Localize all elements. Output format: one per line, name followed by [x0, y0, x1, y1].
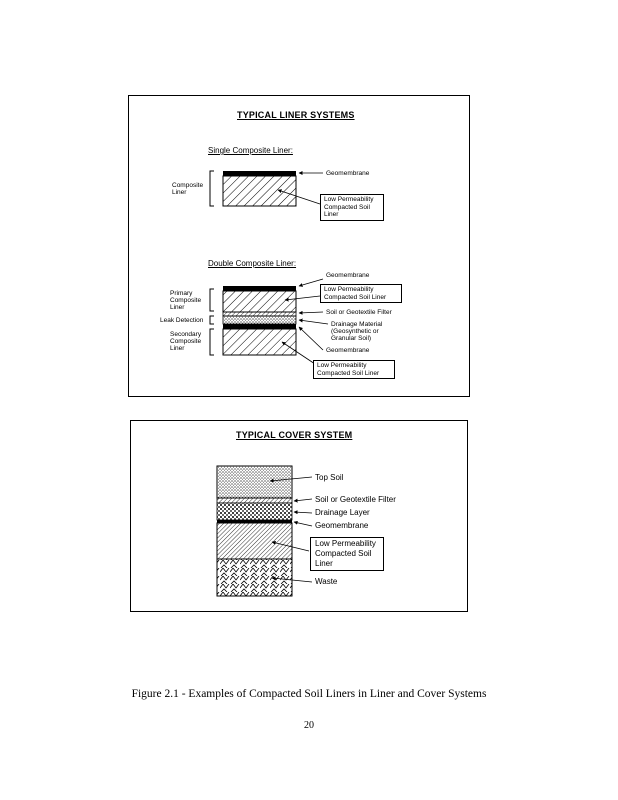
single-geomembrane-layer [223, 171, 296, 176]
primary-liner-label: Primary Composite Liner [170, 290, 202, 311]
waste-layer [217, 559, 292, 596]
double-geomembrane-top-label: Geomembrane [326, 272, 370, 279]
primary-soil-layer [223, 291, 296, 312]
primary-soil-box: Low Permeability Compacted Soil Liner [320, 284, 402, 303]
single-geomembrane-label: Geomembrane [326, 170, 370, 177]
primary-geomembrane-layer [223, 286, 296, 291]
cover-drainage-layer [217, 503, 292, 520]
filter-label: Soil or Geotextile Filter [326, 309, 392, 316]
cover-soil-box: Low Permeability Compacted Soil Liner [310, 537, 384, 571]
cover-soil-layer [217, 523, 292, 559]
secondary-soil-layer [223, 329, 296, 355]
leak-detection-label: Leak Detection [160, 317, 204, 324]
liner-title: TYPICAL LINER SYSTEMS [237, 110, 355, 120]
cover-geomembrane-label: Geomembrane [315, 521, 369, 530]
single-soil-box: Low Permeability Compacted Soil Liner [320, 194, 384, 221]
drainage-material-label: Drainage Material (Geosynthetic or Granular Soil) [331, 321, 383, 342]
cover-section [217, 466, 312, 596]
single-soil-layer [223, 176, 296, 206]
single-side-label: Composite Liner [172, 182, 204, 196]
cover-title: TYPICAL COVER SYSTEM [236, 430, 353, 440]
cover-drainage-label: Drainage Layer [315, 508, 370, 517]
single-liner-heading: Single Composite Liner: [208, 146, 293, 155]
cover-filter-label: Soil or Geotextile Filter [315, 495, 396, 504]
top-soil-label: Top Soil [315, 473, 344, 482]
double-liner-section [210, 279, 328, 366]
figure-caption: Figure 2.1 - Examples of Compacted Soil Liners in Liner and Cover Systems [131, 688, 487, 700]
waste-label: Waste [315, 577, 338, 586]
cover-filter-layer [217, 498, 292, 503]
secondary-geomembrane-layer [223, 324, 296, 329]
secondary-soil-box: Low Permeability Compacted Soil Liner [313, 360, 395, 379]
double-geomembrane-bottom-label: Geomembrane [326, 347, 370, 354]
drainage-layer [223, 316, 296, 324]
single-liner-section [210, 171, 323, 206]
page-number: 20 [304, 720, 314, 731]
double-liner-heading: Double Composite Liner: [208, 259, 297, 268]
secondary-liner-label: Secondary Composite Liner [170, 331, 202, 352]
top-soil-layer [217, 466, 292, 498]
filter-layer [223, 312, 296, 316]
